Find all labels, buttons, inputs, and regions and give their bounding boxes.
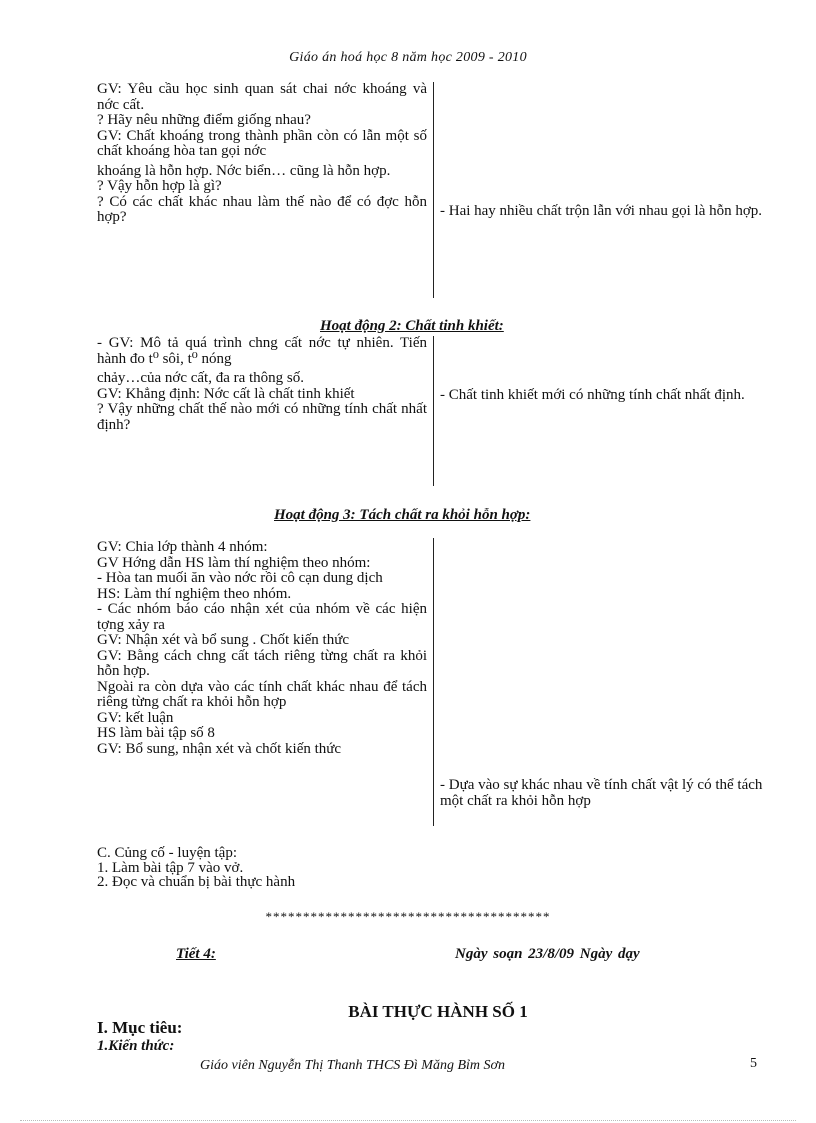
text-line: HS: Làm thí nghiệm theo nhóm. [97, 585, 292, 602]
block1-left-column [97, 82, 427, 226]
text-line: ? Vậy hỗn hợp là gì? [97, 178, 222, 194]
separator-stars: ************************************** [265, 909, 551, 924]
consolidation-section [97, 846, 427, 890]
activity3-left-column [97, 540, 427, 757]
consolidation-item: 2. Đọc và chuẩn bị bài thực hành [97, 874, 296, 890]
activity2-right-answer: - Chất tinh khiết mới có những tính chất nhất định. [440, 387, 745, 403]
text-line: GV: Khẳng định: Nớc cất là chất tinh khiết [97, 385, 355, 402]
text-line: HS làm bài tập số 8 [97, 725, 215, 741]
text-line: khoáng là hỗn hợp. Nớc biển… cũng là hỗn hợp. [97, 162, 391, 179]
text-line: - Các nhóm báo cáo nhận xét của nhóm về các hiện tợng xảy ra [97, 601, 427, 633]
page-header: Giáo án hoá học 8 năm học 2009 - 2010 [289, 50, 527, 65]
activity2-left-column [97, 336, 427, 433]
text-line: ? Hãy nêu những điểm giống nhau? [97, 112, 311, 128]
column-divider [433, 336, 434, 486]
page-bottom-border [20, 1120, 796, 1121]
text-line: GV: Nhận xét và bổ sung . Chốt kiến thức [97, 632, 349, 648]
activity3-right-answer: - Dựa vào sự khác nhau về tính chất vật lý có thể tách một chất ra khỏi hỗn hợp [440, 777, 763, 809]
text-line: GV: Bổ sung, nhận xét và chốt kiến thức [97, 740, 342, 757]
text-line: GV: Yêu cầu học sinh quan sát chai nớc khoáng và nớc cất. [97, 81, 427, 113]
page-number: 5 [750, 1056, 757, 1071]
text-line: - Hòa tan muối ăn vào nớc rồi cô cạn dung dịch [97, 570, 383, 586]
lesson-dates: Ngày soạn 23/8/09 Ngày dạy [455, 946, 640, 962]
consolidation-item: 1. Làm bài tập 7 vào vở. [97, 859, 244, 876]
block1-right-answer: - Hai hay nhiều chất trộn lẫn với nhau gọi là hỗn hợp. [440, 203, 763, 219]
text-line: chảy…của nớc cất, đa ra thông số. [97, 370, 305, 386]
section-objectives: I. Mục tiêu: [97, 1018, 183, 1037]
text-line: GV Hớng dẫn HS làm thí nghiệm theo nhóm: [97, 554, 371, 571]
activity3-heading: Hoạt động 3: Tách chất ra khỏi hỗn hợp: [274, 507, 531, 523]
subsection-knowledge: 1.Kiến thức: [97, 1038, 175, 1054]
text-line: ? Vậy những chất thế nào mới có những tính chất nhất định? [97, 401, 427, 433]
text-line: GV: kết luận [97, 709, 174, 726]
text-line: - GV: Mô tả quá trình chng cất nớc tự nhiên. Tiến hành đo t⁰ sôi, t⁰ nóng [97, 335, 427, 367]
text-line: Ngoài ra còn dựa vào các tính chất khác nhau để tách riêng từng chất ra khỏi hỗn hợp [97, 678, 427, 710]
text-line: ? Có các chất khác nhau làm thế nào để có đợc hỗn hợp? [97, 193, 427, 225]
lesson-number: Tiết 4: [176, 946, 216, 962]
lesson-title: BÀI THỰC HÀNH SỐ 1 [348, 1002, 528, 1021]
consolidation-title: C. Củng cố - luyện tập: [97, 845, 237, 861]
column-divider [433, 538, 434, 826]
text-line: GV: Bằng cách chng cất tách riêng từng chất ra khỏi hỗn hợp. [97, 647, 427, 679]
column-divider [433, 82, 434, 298]
text-line: GV: Chia lớp thành 4 nhóm: [97, 539, 268, 555]
activity2-heading: Hoạt động 2: Chất tinh khiết: [320, 318, 504, 334]
page-footer-author: Giáo viên Nguyễn Thị Thanh THCS Đì Măng Bỉm Sơn [200, 1058, 505, 1073]
text-line: GV: Chất khoáng trong thành phần còn có lẫn một số chất khoáng hòa tan gọi nớc [97, 127, 427, 159]
